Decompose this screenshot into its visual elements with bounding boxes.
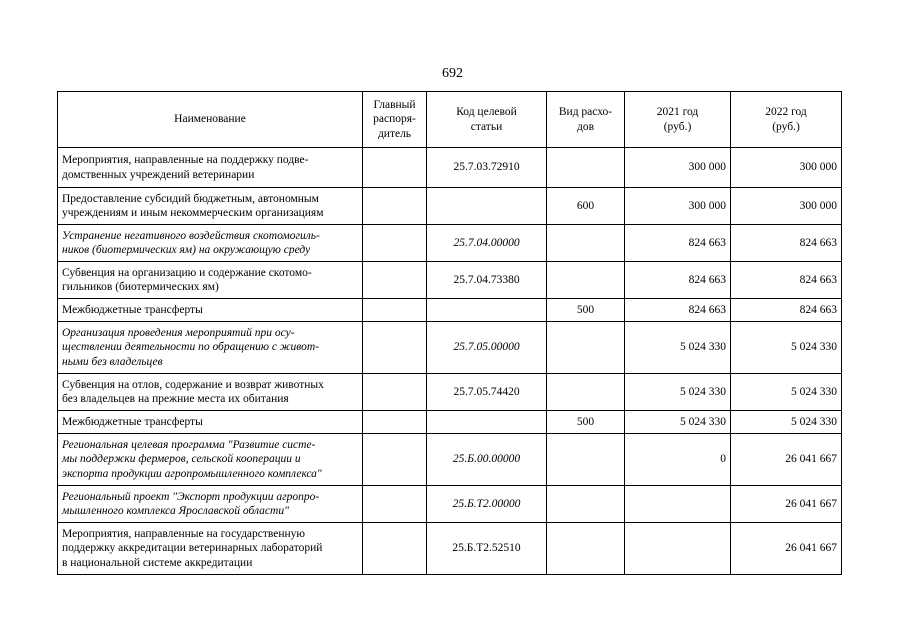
table-row [58, 225, 842, 262]
row-kind [547, 322, 625, 374]
row-amount-2021: 0 [625, 434, 731, 486]
row-name: Мероприятия, направленные на государственную поддержку аккредитации ветеринарных лабораторий в национальной системе аккредитации [58, 523, 363, 575]
table-row [58, 486, 842, 523]
row-amount-2022: 26 041 667 [731, 523, 842, 575]
row-amount-2022: 26 041 667 [731, 434, 842, 486]
row-admin [363, 486, 427, 523]
row-amount-2021: 5 024 330 [625, 411, 731, 434]
table-row [58, 322, 842, 374]
row-amount-2021 [625, 486, 731, 523]
row-kind [547, 486, 625, 523]
row-name: Региональная целевая программа "Развитие систе- мы поддержки фермеров, сельской кооперации и экспорта продукции агропромышленного комплекса" [58, 434, 363, 486]
budget-table [57, 91, 842, 575]
row-kind: 500 [547, 299, 625, 322]
row-admin [363, 299, 427, 322]
row-admin [363, 148, 427, 188]
table-header-row [58, 92, 842, 148]
row-amount-2022: 5 024 330 [731, 322, 842, 374]
row-amount-2022: 300 000 [731, 188, 842, 225]
header-name: Наименование [58, 92, 363, 148]
row-name: Устранение негативного воздействия скотомогиль- ников (биотермических ям) на окружающую среду [58, 225, 363, 262]
row-kind: 500 [547, 411, 625, 434]
table-row [58, 262, 842, 299]
row-amount-2022: 824 663 [731, 262, 842, 299]
row-admin [363, 322, 427, 374]
row-amount-2022: 300 000 [731, 148, 842, 188]
row-code: 25.7.04.73380 [427, 262, 547, 299]
table-row [58, 188, 842, 225]
row-admin [363, 523, 427, 575]
row-kind [547, 434, 625, 486]
header-admin: Главный распоря- дитель [363, 92, 427, 148]
row-code: 25.Б.Т2.00000 [427, 486, 547, 523]
header-kind: Вид расхо- дов [547, 92, 625, 148]
row-kind [547, 523, 625, 575]
row-admin [363, 225, 427, 262]
row-amount-2022: 824 663 [731, 225, 842, 262]
row-amount-2021: 824 663 [625, 225, 731, 262]
row-code: 25.Б.Т2.52510 [427, 523, 547, 575]
row-admin [363, 188, 427, 225]
header-2022: 2022 год (руб.) [731, 92, 842, 148]
row-name: Организация проведения мероприятий при осу- ществлении деятельности по обращению с живот- ными без владельцев [58, 322, 363, 374]
table-row [58, 148, 842, 188]
row-kind: 600 [547, 188, 625, 225]
table-row [58, 434, 842, 486]
row-name: Субвенция на отлов, содержание и возврат животных без владельцев на прежние места их обитания [58, 374, 363, 411]
row-amount-2021: 5 024 330 [625, 374, 731, 411]
row-amount-2022: 26 041 667 [731, 486, 842, 523]
row-name: Межбюджетные трансферты [58, 299, 363, 322]
row-name: Субвенция на организацию и содержание скотомо- гильников (биотермических ям) [58, 262, 363, 299]
page-number: 692 [442, 66, 463, 81]
row-code [427, 299, 547, 322]
row-amount-2021: 5 024 330 [625, 322, 731, 374]
row-name: Межбюджетные трансферты [58, 411, 363, 434]
table-row [58, 523, 842, 575]
row-amount-2021: 824 663 [625, 262, 731, 299]
row-kind [547, 374, 625, 411]
row-amount-2021: 300 000 [625, 148, 731, 188]
row-amount-2021 [625, 523, 731, 575]
row-code: 25.7.05.74420 [427, 374, 547, 411]
row-amount-2022: 5 024 330 [731, 374, 842, 411]
row-kind [547, 148, 625, 188]
table-row [58, 411, 842, 434]
table-row [58, 374, 842, 411]
row-code: 25.7.03.72910 [427, 148, 547, 188]
table-row [58, 299, 842, 322]
row-amount-2022: 824 663 [731, 299, 842, 322]
header-code: Код целевой статьи [427, 92, 547, 148]
row-code: 25.7.04.00000 [427, 225, 547, 262]
row-code: 25.7.05.00000 [427, 322, 547, 374]
row-code [427, 411, 547, 434]
row-amount-2021: 824 663 [625, 299, 731, 322]
row-admin [363, 262, 427, 299]
row-kind [547, 262, 625, 299]
row-admin [363, 434, 427, 486]
row-kind [547, 225, 625, 262]
header-2021: 2021 год (руб.) [625, 92, 731, 148]
row-admin [363, 411, 427, 434]
row-code: 25.Б.00.00000 [427, 434, 547, 486]
row-code [427, 188, 547, 225]
row-name: Региональный проект "Экспорт продукции агропро- мышленного комплекса Ярославской области" [58, 486, 363, 523]
row-admin [363, 374, 427, 411]
row-name: Мероприятия, направленные на поддержку подве- домственных учреждений ветеринарии [58, 148, 363, 188]
row-amount-2021: 300 000 [625, 188, 731, 225]
row-name: Предоставление субсидий бюджетным, автономным учреждениям и иным некоммерческим организациям [58, 188, 363, 225]
row-amount-2022: 5 024 330 [731, 411, 842, 434]
